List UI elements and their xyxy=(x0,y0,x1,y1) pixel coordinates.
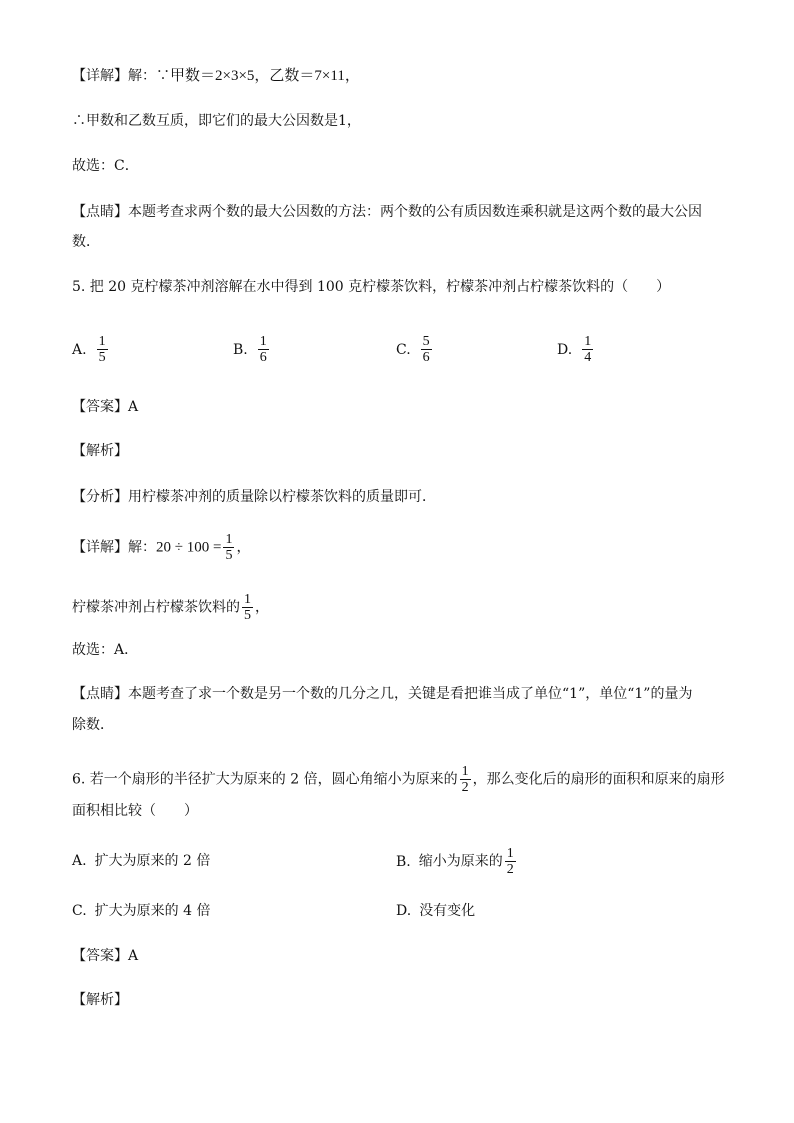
option-text: 扩大为原来的 2 倍 xyxy=(94,853,211,869)
q6-option-b xyxy=(396,846,518,877)
division-expr: 20 ÷ 100 = xyxy=(156,539,222,556)
detail-tag: 【详解】 xyxy=(72,539,128,556)
numerator: 1 xyxy=(584,334,592,349)
denominator: 6 xyxy=(422,350,430,365)
answer-value: A xyxy=(128,399,139,415)
point-line-2: 数． xyxy=(72,234,100,250)
question-6-line-1 xyxy=(72,764,725,795)
detail-tag: 【详解】 xyxy=(72,68,128,84)
fraction xyxy=(223,532,234,563)
q6-option-d xyxy=(396,901,475,921)
q6-answer xyxy=(72,946,138,966)
q6-text-post: ，那么变化后的扇形的面积和原来的扇形 xyxy=(472,771,725,788)
q6-option-c xyxy=(72,901,210,921)
answer-tag: 【答案】 xyxy=(72,948,128,964)
denominator: 5 xyxy=(225,548,233,563)
q6-option-a xyxy=(72,851,210,871)
option-text: 扩大为原来的 4 倍 xyxy=(94,903,211,919)
q5-option-d xyxy=(557,334,595,365)
q6-analysis-tag: 【解析】 xyxy=(72,992,128,1008)
denominator: 6 xyxy=(259,350,267,365)
comma: ， xyxy=(255,599,269,616)
denominator: 5 xyxy=(98,350,106,365)
numerator: 1 xyxy=(461,764,469,779)
q6-text-pre: 6. 若一个扇形的半径扩大为原来的 2 倍，圆心角缩小为原来的 xyxy=(72,771,458,788)
option-label: D. xyxy=(557,341,573,358)
question-5: 5. 把 20 克柠檬茶冲剂溶解在水中得到 100 克柠檬茶饮料，柠檬茶冲剂占柠檬茶饮料的（ ） xyxy=(72,279,671,295)
detail-label: 解： xyxy=(128,68,156,84)
fraction xyxy=(242,592,253,623)
fraction xyxy=(97,334,108,365)
q5-point-2: 除数． xyxy=(72,717,114,733)
option-label: B. xyxy=(396,853,411,870)
question-6-line-2: 面积相比较（ ） xyxy=(72,803,198,819)
fraction xyxy=(258,334,269,365)
q5-conclusion xyxy=(72,592,269,623)
expr-jia: 甲数＝2×3×5， xyxy=(170,68,270,84)
fraction xyxy=(505,846,516,877)
answer-tag: 【答案】 xyxy=(72,399,128,415)
q5-point-1 xyxy=(72,684,692,704)
option-text: 没有变化 xyxy=(419,903,476,919)
q5-option-c xyxy=(396,334,434,365)
q5-option-b xyxy=(233,334,271,365)
numerator: 1 xyxy=(506,846,514,861)
point-text: 本题考查了求一个数是另一个数的几分之几，关键是看把谁当成了单位“1”，单位“1”的量为 xyxy=(128,686,693,702)
fraction xyxy=(421,334,432,365)
denominator: 5 xyxy=(244,608,251,623)
fraction xyxy=(582,334,593,365)
denominator: 2 xyxy=(506,862,514,877)
numerator: 1 xyxy=(259,334,267,349)
denominator: 4 xyxy=(584,350,592,365)
option-label: C. xyxy=(72,903,87,919)
option-label: B. xyxy=(233,341,248,358)
point-tag: 【点睛】 xyxy=(72,204,128,220)
detail-label: 解： xyxy=(128,539,156,556)
q5-choose: 故选：A． xyxy=(72,642,139,658)
choose-c-line: 故选：C． xyxy=(72,158,139,174)
option-label: A. xyxy=(72,853,87,869)
answer-value: A xyxy=(128,948,139,964)
numerator: 5 xyxy=(422,334,430,349)
fenxi-tag: 【分析】 xyxy=(72,489,128,505)
fenxi-text: 用柠檬茶冲剂的质量除以柠檬茶饮料的质量即可． xyxy=(128,489,436,505)
option-text: 缩小为原来的 xyxy=(418,853,503,870)
numerator: 1 xyxy=(98,334,106,349)
therefore-line: ∴甲数和乙数互质，即它们的最大公因数是1， xyxy=(72,113,361,129)
option-label: A. xyxy=(72,341,87,358)
numerator: 1 xyxy=(225,532,233,547)
point-line-1 xyxy=(72,202,702,222)
comma: ， xyxy=(236,539,251,556)
q5-fenxi xyxy=(72,487,436,507)
q5-analysis-tag: 【解析】 xyxy=(72,443,128,459)
option-label: C. xyxy=(396,341,411,358)
q5-option-a xyxy=(72,334,110,365)
q5-answer xyxy=(72,397,138,417)
detail-line-1 xyxy=(72,66,360,86)
expr-yi: 乙数＝7×11， xyxy=(269,68,360,84)
option-label: D. xyxy=(396,903,412,919)
q5-detail xyxy=(72,532,250,563)
because-symbol: ∵ xyxy=(156,68,170,84)
fraction xyxy=(460,764,471,795)
point-tag: 【点睛】 xyxy=(72,686,128,702)
numerator: 1 xyxy=(244,592,251,607)
denominator: 2 xyxy=(461,780,469,795)
conclusion-text: 柠檬茶冲剂占柠檬茶饮料的 xyxy=(72,599,240,616)
point-text: 本题考查求两个数的最大公因数的方法：两个数的公有质因数连乘积就是这两个数的最大公因 xyxy=(128,204,702,220)
